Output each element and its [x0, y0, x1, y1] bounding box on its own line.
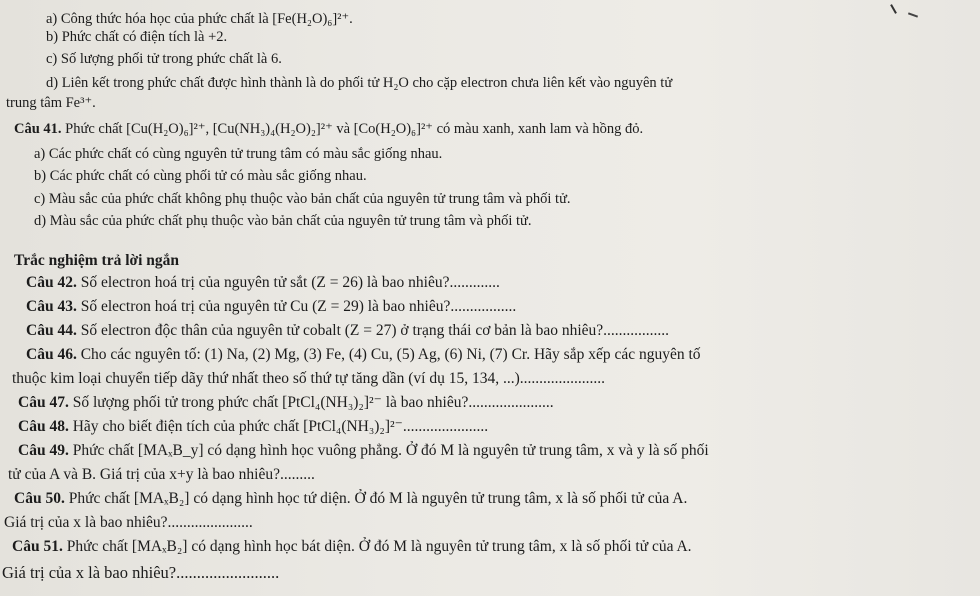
question-row-continued — [2, 564, 279, 582]
question-label: Câu 42. — [26, 274, 77, 291]
q41-text: Phức chất [Cu(H₂O)₆]²⁺, [Cu(NH₃)₄(H₂O)₂]²⁺ và [Co(H₂O)₆]²⁺ có màu xanh, xanh lam và hồng đỏ. — [65, 121, 644, 137]
pen-mark-2 — [908, 12, 918, 17]
question-text: Hãy cho biết điện tích của phức chất [PtCl₄(NH₃)₂]²⁻...................... — [72, 418, 489, 435]
q40-option-d: d) Liên kết trong phức chất được hình thành là do phối tử H₂O cho cặp electron chưa liên kết vào nguyên tử — [46, 75, 673, 91]
question-text: Số lượng phối tử trong phức chất [PtCl₄(NH₃)₂]²⁻ là bao nhiêu?...................... — [72, 394, 554, 411]
pen-mark — [890, 0, 904, 14]
question-text: Số electron độc thân của nguyên tử cobalt (Z = 27) ở trạng thái cơ bản là bao nhiêu?................. — [80, 322, 670, 339]
question-text: Số electron hoá trị của nguyên tử sắt (Z = 26) là bao nhiêu?............. — [80, 274, 500, 291]
question-row — [18, 394, 554, 412]
question-text: tử của A và B. Giá trị của x+y là bao nhiêu?......... — [8, 466, 315, 483]
question-text: Số electron hoá trị của nguyên tử Cu (Z = 29) là bao nhiêu?................. — [80, 298, 517, 315]
q40-option-c: c) Số lượng phối tử trong phức chất là 6. — [46, 51, 282, 67]
question-row — [26, 274, 500, 292]
q41-option-d: d) Màu sắc của phức chất phụ thuộc vào bản chất của nguyên tử trung tâm và phối tử. — [34, 213, 532, 229]
question-row — [14, 490, 687, 508]
question-row — [26, 322, 669, 340]
question-label: Câu 47. — [18, 394, 69, 411]
q41-stem — [14, 120, 643, 138]
question-row — [12, 538, 692, 556]
question-row — [26, 298, 516, 316]
q41-option-a: a) Các phức chất có cùng nguyên tử trung tâm có màu sắc giống nhau. — [34, 146, 443, 162]
question-row-continued — [8, 466, 315, 484]
section-title: Trắc nghiệm trả lời ngắn — [14, 252, 180, 269]
q41-option-b: b) Các phức chất có cùng phối tử có màu sắc giống nhau. — [34, 168, 367, 184]
question-text: Phức chất [MAₓB_y] có dạng hình học vuông phẳng. Ở đó M là nguyên tử trung tâm, x và y là số phối — [72, 442, 709, 459]
question-label: Câu 49. — [18, 442, 69, 459]
question-row — [26, 346, 701, 364]
question-text: Giá trị của x là bao nhiêu?...................... — [4, 514, 253, 531]
question-label: Câu 46. — [26, 346, 77, 363]
question-label: Câu 44. — [26, 322, 77, 339]
question-text: Giá trị của x là bao nhiêu?......................... — [2, 563, 280, 582]
q40-option-a: a) Công thức hóa học của phức chất là [Fe(H₂O)₆]²⁺. — [46, 11, 353, 27]
question-text: Cho các nguyên tố: (1) Na, (2) Mg, (3) Fe, (4) Cu, (5) Ag, (6) Ni, (7) Cr. Hãy sắp xếp các nguyên tố — [80, 346, 701, 363]
question-label: Câu 50. — [14, 490, 65, 507]
q41-option-c: c) Màu sắc của phức chất không phụ thuộc vào bản chất của nguyên tử trung tâm và phối tử. — [34, 191, 571, 207]
question-text: thuộc kim loại chuyển tiếp dãy thứ nhất theo số thứ tự tăng dần (ví dụ 15, 134, ...)...................... — [12, 370, 606, 387]
q40-option-d-continued: trung tâm Fe³⁺. — [6, 95, 96, 111]
question-text: Phức chất [MAₓB₂] có dạng hình học tứ diện. Ở đó M là nguyên tử trung tâm, x là số phối tử của A. — [68, 490, 688, 507]
q41-label: Câu 41. — [14, 121, 62, 137]
question-row-continued — [12, 370, 605, 388]
q40-option-b: b) Phức chất có điện tích là +2. — [46, 29, 228, 45]
question-row — [18, 418, 488, 436]
question-row — [18, 442, 709, 460]
question-row-continued — [4, 514, 253, 532]
question-label: Câu 48. — [18, 418, 69, 435]
question-label: Câu 43. — [26, 298, 77, 315]
question-text: Phức chất [MAₓB₂] có dạng hình học bát diện. Ở đó M là nguyên tử trung tâm, x là số phối tử của A. — [66, 538, 692, 555]
question-label: Câu 51. — [12, 538, 63, 555]
